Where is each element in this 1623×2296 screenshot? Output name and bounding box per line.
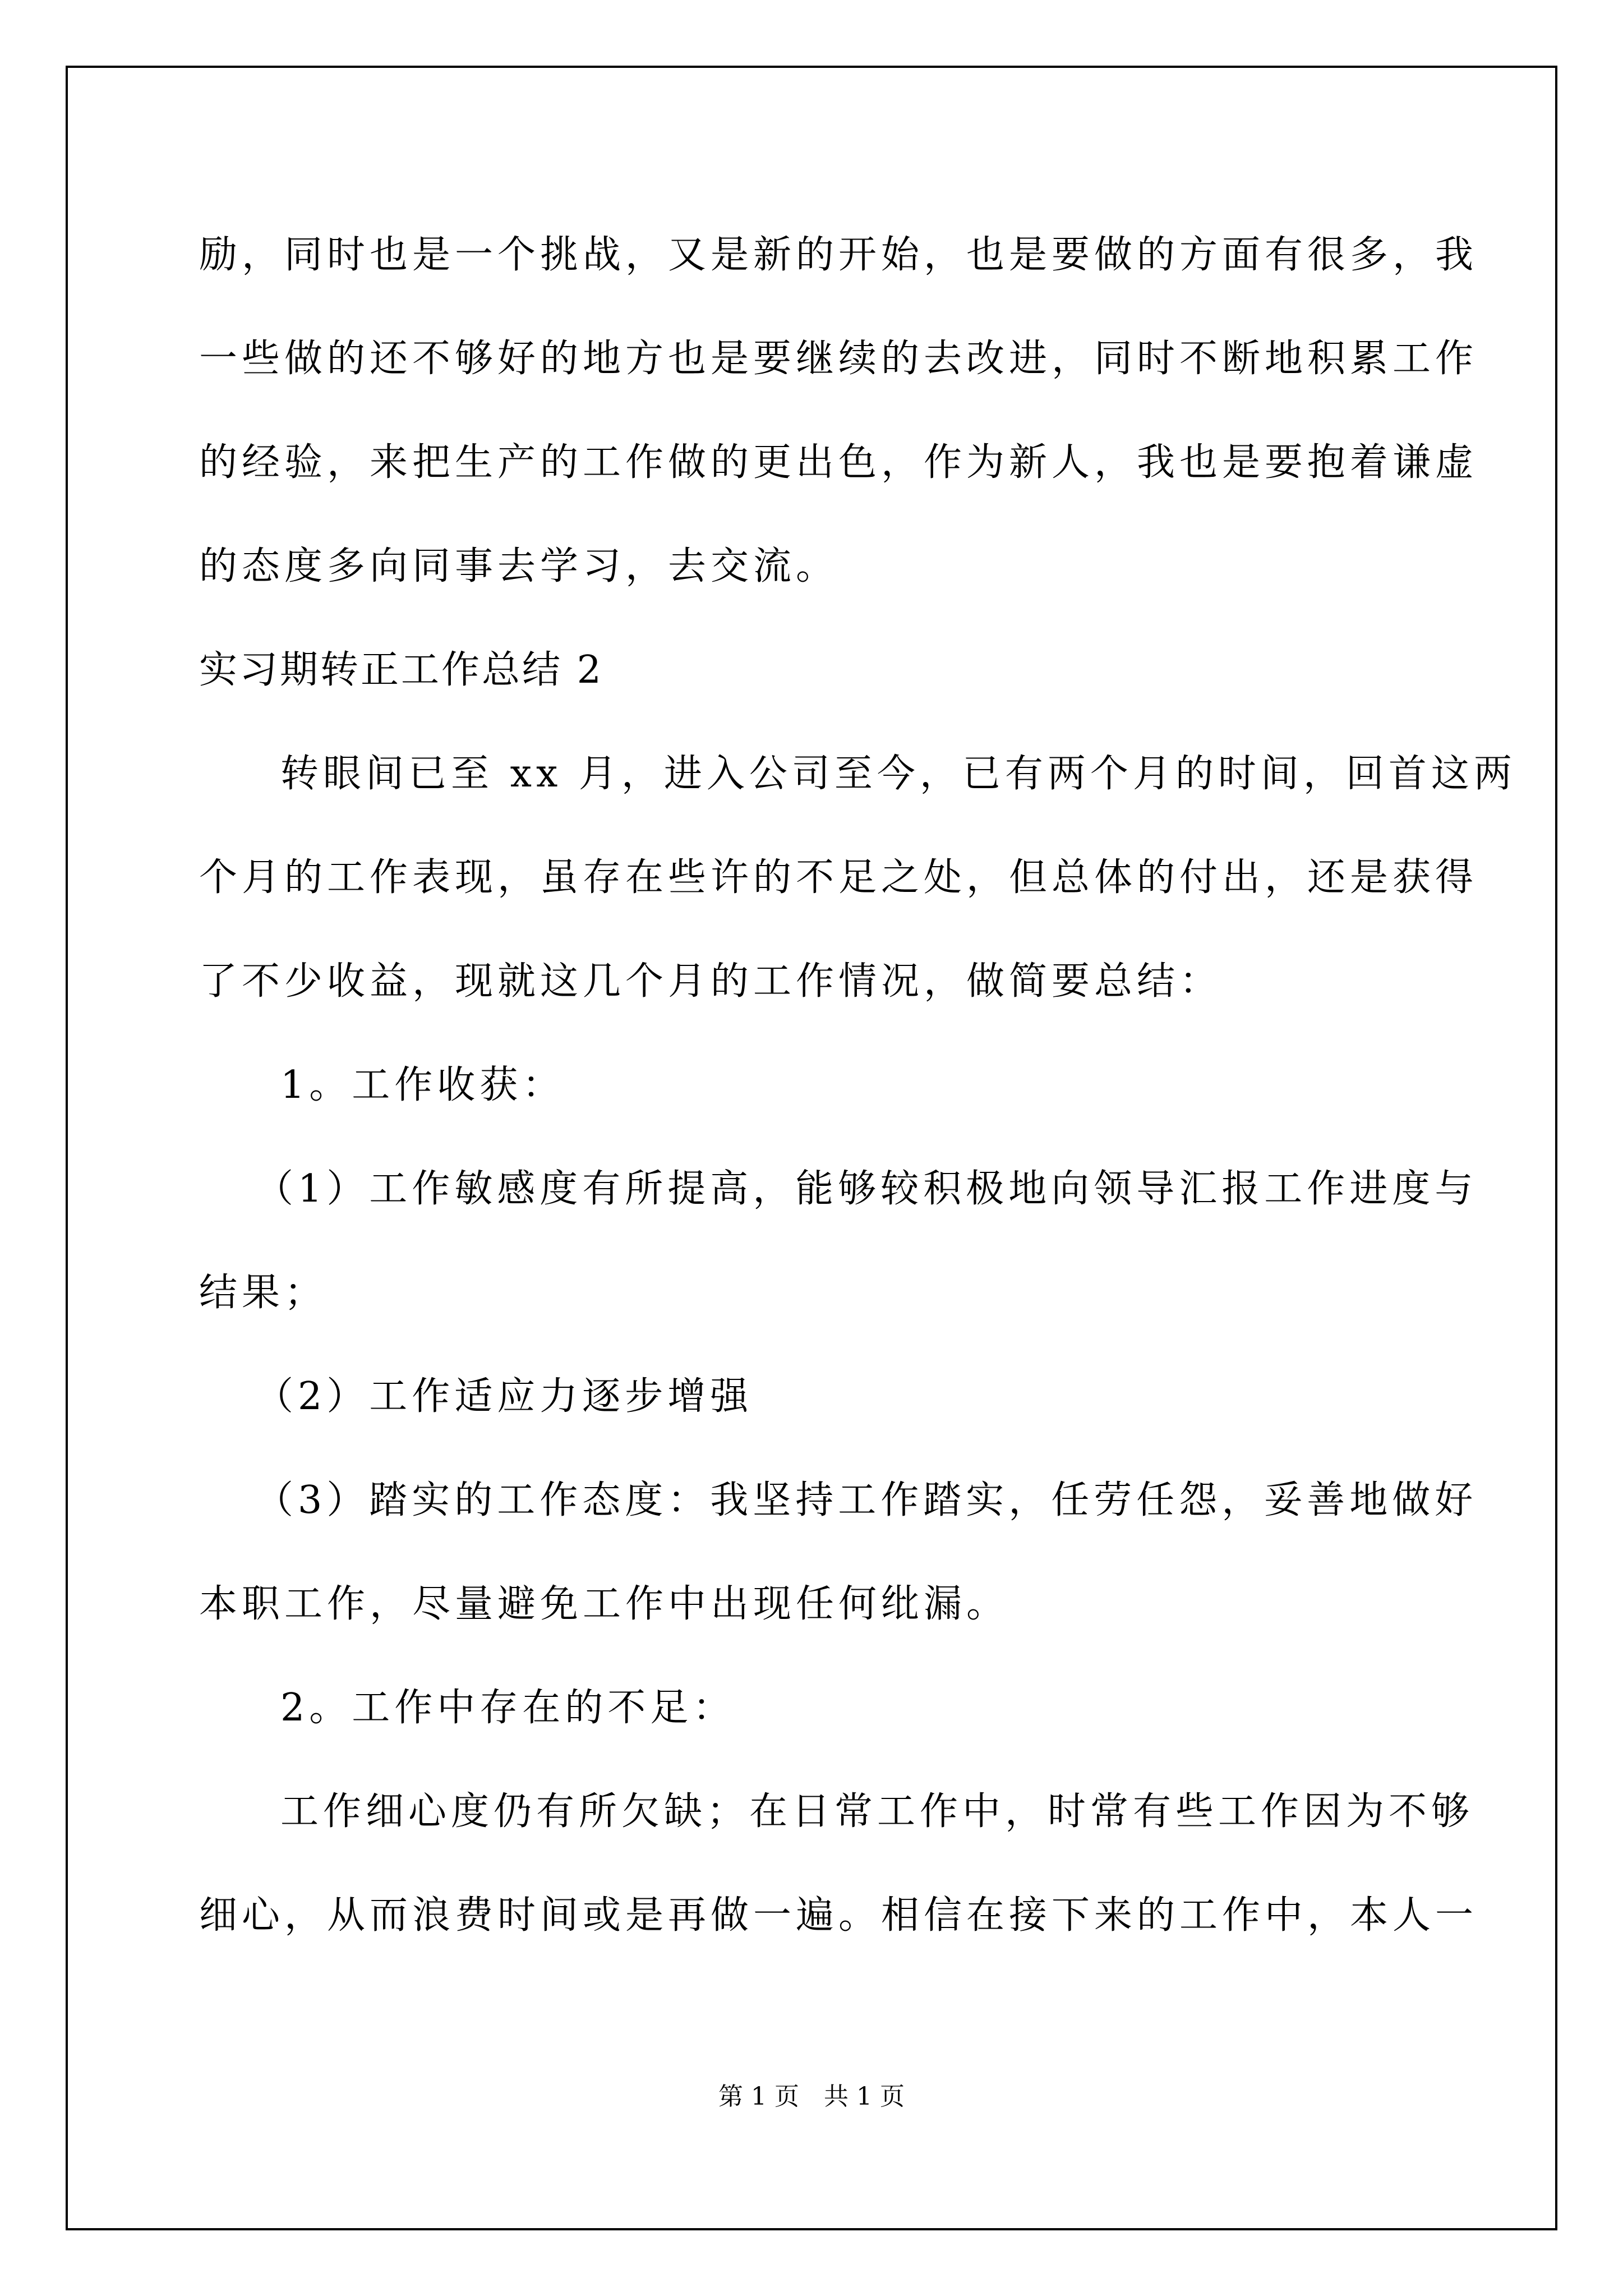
- list-item: （1）工作敏感度有所提高，能够较积极地向领导汇报工作进度与: [255, 1167, 1478, 1211]
- paragraph-line: 细心，从而浪费时间或是再做一遍。相信在接下来的工作中，本人一: [199, 1893, 1478, 1938]
- paragraph-line: 结果；: [199, 1271, 328, 1315]
- paragraph-line: 转眼间已至 xx 月，进入公司至今，已有两个月的时间，回首这两: [280, 752, 1516, 796]
- paragraph-line: 的态度多向同事去学习，去交流。: [199, 544, 839, 588]
- paragraph-line: 工作细心度仍有所欠缺；在日常工作中，时常有些工作因为不够: [280, 1789, 1474, 1834]
- paragraph-line: 励，同时也是一个挑战，又是新的开始，也是要做的方面有很多，我: [199, 233, 1478, 277]
- list-heading: 1。工作收获：: [280, 1063, 565, 1107]
- section-heading: 实习期转正工作总结 2: [199, 648, 603, 692]
- page-footer: 第 1 页 共 1 页: [718, 2082, 905, 2111]
- paragraph-line: 个月的工作表现，虽存在些许的不足之处，但总体的付出，还是获得: [199, 855, 1478, 900]
- paragraph-line: 一些做的还不够好的地方也是要继续的去改进，同时不断地积累工作: [199, 337, 1478, 381]
- paragraph-line: 本职工作，尽量避免工作中出现任何纰漏。: [199, 1582, 1009, 1626]
- list-item: （3）踏实的工作态度：我坚持工作踏实，任劳任怨，妥善地做好: [255, 1478, 1478, 1522]
- list-item: （2）工作适应力逐步增强: [255, 1374, 753, 1419]
- paragraph-line: 的经验，来把生产的工作做的更出色，作为新人，我也是要抱着谦虚: [199, 440, 1478, 485]
- paragraph-line: 了不少收益，现就这几个月的工作情况，做简要总结：: [199, 959, 1223, 1004]
- list-heading: 2。工作中存在的不足：: [280, 1686, 736, 1730]
